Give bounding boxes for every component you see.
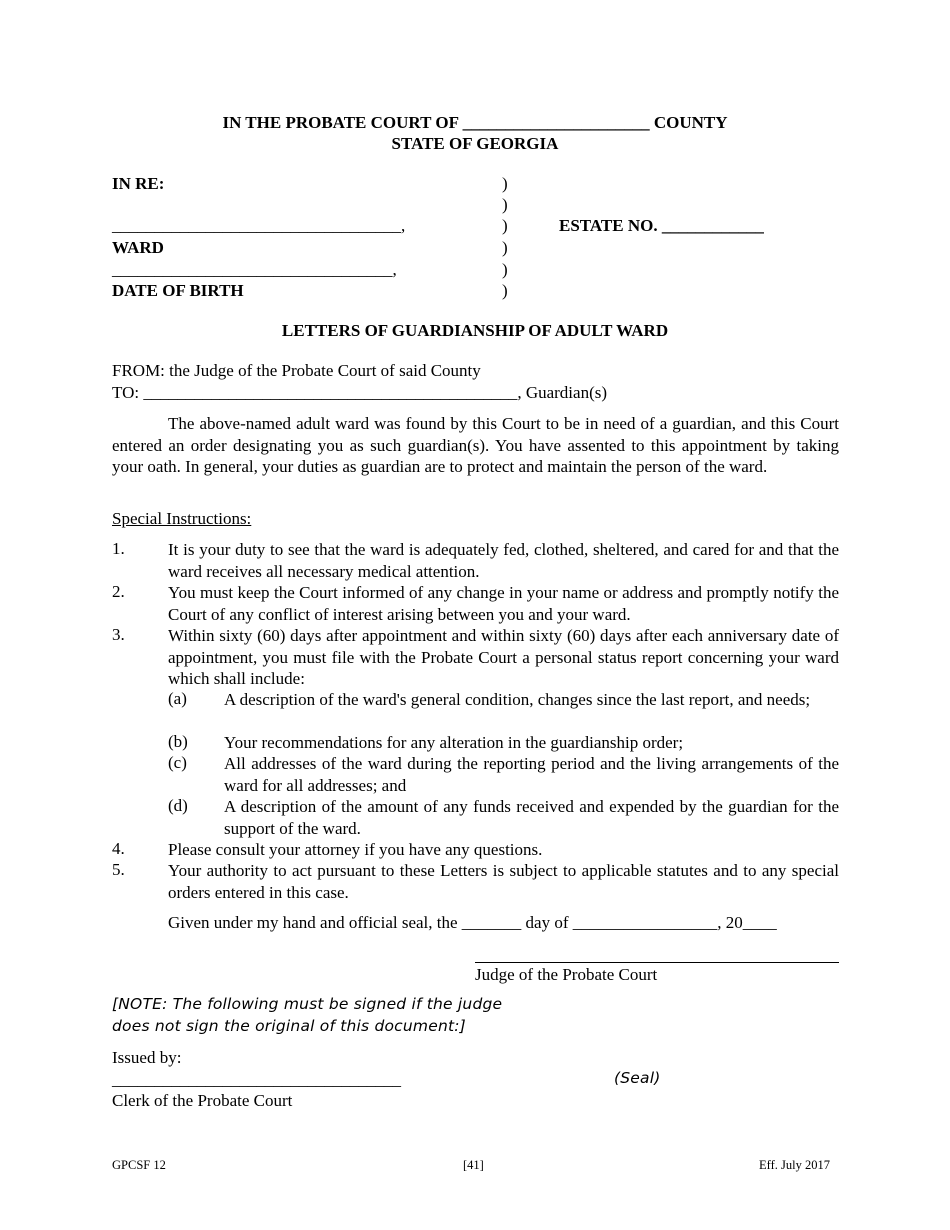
instruction-number: 4. bbox=[112, 839, 125, 858]
sub-item-text: A description of the ward's general condition, changes since the last report, and needs; bbox=[224, 690, 811, 709]
caption-paren: ) bbox=[502, 238, 508, 257]
caption-paren: ) bbox=[502, 216, 508, 235]
judge-signature-line[interactable] bbox=[475, 962, 839, 963]
court-header: IN THE PROBATE COURT OF ______________________ COUNTY bbox=[222, 113, 728, 132]
state-header: STATE OF GEORGIA bbox=[391, 134, 559, 153]
note-line: does not sign the original of this document:] bbox=[112, 1017, 466, 1035]
judge-signature-label: Judge of the Probate Court bbox=[475, 965, 658, 984]
caption-paren: ) bbox=[502, 260, 508, 279]
sub-item-letter: (a) bbox=[168, 689, 187, 708]
instruction-text: It is your duty to see that the ward is adequately fed, clothed, sheltered, and cared for and that the ward receives all necessary medical attention. bbox=[168, 540, 839, 581]
special-instructions-heading: Special Instructions: bbox=[112, 509, 252, 528]
in-re-label: IN RE: bbox=[112, 174, 165, 193]
intro-text: The above-named adult ward was found by this Court to be in need of a guardian, and this Court entered an order designating you as such guardian(s). You have assented to this appointment by taking your oath. In general, your duties as guardian are to protect and maintain the person of the ward. bbox=[112, 414, 839, 476]
sub-item-text: All addresses of the ward during the reporting period and the living arrangements of the ward for all addresses; and bbox=[224, 754, 839, 795]
to-line[interactable]: TO: ____________________________________________, Guardian(s) bbox=[112, 383, 608, 402]
sub-item-letter: (c) bbox=[168, 753, 187, 772]
form-id: GPCSF 12 bbox=[112, 1158, 166, 1172]
instruction-number: 2. bbox=[112, 582, 125, 601]
seal-label: (Seal) bbox=[614, 1069, 661, 1087]
dob-blank[interactable]: _________________________________, bbox=[112, 260, 397, 279]
instruction-number: 3. bbox=[112, 625, 125, 644]
instruction-text: Your authority to act pursuant to these Letters is subject to applicable statutes and to any special orders entered in this case. bbox=[168, 861, 839, 902]
caption-paren: ) bbox=[502, 195, 508, 214]
ward-name-blank[interactable]: __________________________________, bbox=[112, 216, 406, 235]
caption-paren: ) bbox=[502, 281, 508, 300]
clerk-signature-blank[interactable]: __________________________________ bbox=[112, 1070, 401, 1089]
caption-paren: ) bbox=[502, 174, 508, 193]
effective-date: Eff. July 2017 bbox=[759, 1158, 830, 1172]
estate-number[interactable]: ESTATE NO. ____________ bbox=[559, 216, 764, 235]
page-number: [41] bbox=[463, 1158, 484, 1172]
intro-paragraph bbox=[112, 413, 839, 478]
issued-by-label: Issued by: bbox=[112, 1048, 182, 1067]
sub-item-text: Your recommendations for any alteration in the guardianship order; bbox=[224, 733, 684, 752]
instruction-text: Within sixty (60) days after appointment and within sixty (60) days after each anniversary date of appointment, you must file with the Probate Court a personal status report concerning your ward which shall include: bbox=[168, 626, 839, 688]
instruction-number: 1. bbox=[112, 539, 125, 558]
instruction-text: You must keep the Court informed of any change in your name or address and promptly notify the Court of any conflict of interest arising between you and your ward. bbox=[168, 583, 839, 624]
instruction-text: Please consult your attorney if you have any questions. bbox=[168, 840, 543, 859]
clerk-label: Clerk of the Probate Court bbox=[112, 1091, 293, 1110]
sub-item-text: A description of the amount of any funds received and expended by the guardian for the support of the ward. bbox=[224, 797, 839, 838]
note-line: [NOTE: The following must be signed if the judge bbox=[112, 995, 503, 1013]
sub-item-letter: (d) bbox=[168, 796, 188, 815]
document-title: LETTERS OF GUARDIANSHIP OF ADULT WARD bbox=[281, 321, 669, 340]
from-line: FROM: the Judge of the Probate Court of said County bbox=[112, 361, 481, 380]
ward-label: WARD bbox=[112, 238, 164, 257]
sub-item-letter: (b) bbox=[168, 732, 188, 751]
instruction-number: 5. bbox=[112, 860, 125, 879]
given-line[interactable]: Given under my hand and official seal, the _______ day of _________________, 20____ bbox=[168, 913, 777, 932]
dob-label: DATE OF BIRTH bbox=[112, 281, 244, 300]
